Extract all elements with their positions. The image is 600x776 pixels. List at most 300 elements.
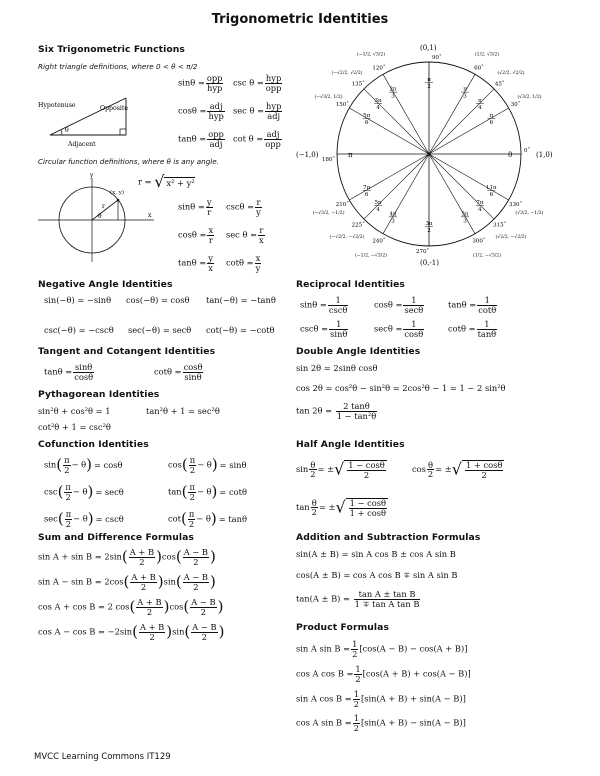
cofn-rhs-3: = cotθ — [219, 486, 247, 497]
rad-num-240: 4π — [389, 211, 397, 218]
right-def-5-frac — [264, 130, 282, 148]
recip-item-2-num: 1 — [477, 296, 497, 306]
sd-lp1-3: ( — [132, 622, 138, 641]
double-cos: cos 2θ = cos²θ − sin²θ = 2cos²θ − 1 = 1 − 2 sin²θ — [296, 383, 506, 393]
neg-item-1: cos(−θ) = cosθ — [126, 295, 190, 305]
recip-item-1-den: secθ — [404, 304, 424, 315]
sd-rp2-3: ) — [218, 622, 225, 641]
half-sqrt-1 — [452, 460, 505, 479]
axis-top-label: (0,1) — [420, 44, 437, 52]
sumdiff-a-3-den: 2 — [149, 631, 155, 642]
half-sqrt-0 — [334, 460, 387, 479]
sd-rp2-2: ) — [217, 597, 224, 616]
recip-item-2 — [448, 296, 498, 314]
cofn-lparen-3: ( — [181, 482, 188, 501]
half-arg-1-frac — [427, 461, 434, 479]
circ-def-0-lhs: sinθ = — [178, 201, 205, 212]
sumdiff-a-3-frac — [139, 623, 165, 641]
coord-label-150: (−√3/2, 1/2) — [314, 95, 343, 100]
tancot-item-1-num: cosθ — [183, 362, 203, 372]
right-def-0-frac — [206, 74, 224, 92]
sumdiff-a-0-num: A + B — [129, 547, 155, 557]
product-half-1-den: 2 — [355, 673, 361, 684]
half-eq-0: = ± — [317, 464, 335, 475]
half-eq-1: = ± — [435, 464, 452, 475]
right-def-4-num: opp — [208, 129, 224, 139]
cofn-0-frac — [63, 456, 70, 474]
ray-225 — [364, 154, 429, 219]
recip-item-0-num: 1 — [328, 296, 349, 306]
half-arg-1-den: 2 — [427, 469, 434, 480]
rad-den-300: 3 — [463, 218, 467, 225]
coord-label-135: (−√2/2, √2/2) — [331, 70, 363, 76]
coord-label-315: (√2/2, −√2/2) — [495, 235, 527, 241]
recip-item-1-num: 1 — [403, 296, 424, 306]
half-radicand-0 — [344, 460, 386, 479]
ray-315 — [429, 154, 494, 219]
right-def-3-frac — [265, 102, 282, 120]
cofn-rhs-2: = secθ — [95, 486, 124, 497]
deg-label-150: 150˚ — [335, 102, 350, 108]
rad-den-30: 6 — [489, 120, 494, 126]
sumdiff-b-3-num: A − B — [192, 622, 217, 632]
product-half-0-den: 2 — [352, 648, 358, 659]
circ-def-0-den: r — [207, 206, 212, 217]
half-rad-2-frac — [349, 499, 387, 517]
cofn-tail-2: − θ — [72, 486, 88, 497]
cofn-tail-0: − θ — [71, 459, 87, 470]
double-tan — [296, 402, 378, 420]
product-half-2-num: 1 — [353, 689, 360, 699]
sumdiff-b-3-den: 2 — [201, 631, 208, 642]
cofn-4-frac — [65, 510, 72, 528]
neg-item-0: sin(−θ) = −sinθ — [44, 295, 112, 305]
cofn-5-den: 2 — [188, 518, 195, 529]
product-lhs-3: cos A sin B = — [296, 717, 352, 728]
coord-label-45: (√2/2, √2/2) — [497, 70, 525, 76]
product-lhs-1: cos A cos B = — [296, 668, 354, 679]
right-def-0-den: hyp — [206, 82, 223, 93]
coord-label-330: (√3/2, −1/2) — [515, 211, 544, 216]
theta-arc — [61, 130, 62, 135]
circ-def-2-frac — [207, 226, 214, 244]
cofn-lparen-5: ( — [180, 509, 187, 528]
half-item-0 — [296, 460, 387, 479]
circ-def-4-frac — [207, 254, 214, 272]
sumdiff-item-1 — [38, 573, 216, 591]
pyth-2: tan²θ + 1 = sec²θ — [146, 406, 220, 416]
circular-definition-note: Circular function definitions, where θ is any angle. — [38, 157, 219, 166]
half-arg-2-num: θ — [311, 497, 317, 508]
sumdiff-mid-1: sin — [163, 576, 176, 587]
sumdiff-b-1-num: A − B — [183, 572, 209, 582]
half-fn-0: sin — [296, 464, 309, 475]
sumdiff-a-2-num: A + B — [137, 597, 162, 607]
rad-den-90: 2 — [427, 84, 431, 90]
half-eq-2: = ± — [318, 502, 336, 513]
tancot-item-1 — [154, 363, 204, 381]
half-rad-1-den: 2 — [481, 469, 487, 480]
cofn-lparen-2: ( — [57, 482, 64, 501]
pi-label: π — [348, 151, 353, 159]
rad-den-225: 4 — [376, 206, 380, 213]
coord-label-60: (1/2, √3/2) — [474, 52, 500, 58]
coord-label-225: (−√2/2, −√2/2) — [329, 235, 365, 241]
right-def-3-den: adj — [267, 110, 281, 121]
rad-den-210: 6 — [364, 192, 369, 198]
cofn-tail-1: − θ — [197, 459, 212, 470]
right-def-1-den: opp — [265, 82, 282, 93]
circ-def-4-num: y — [208, 253, 213, 263]
tancot-item-0-frac — [73, 363, 94, 381]
right-def-0-num: opp — [206, 73, 223, 83]
right-triangle-note: Right triangle definitions, where 0 < θ < π/2 — [38, 62, 198, 71]
cofn-lparen-4: ( — [57, 509, 64, 528]
cofn-0-num: π — [64, 455, 70, 465]
rad-den-240: 3 — [391, 218, 395, 225]
right-def-3-lhs: sec θ = — [233, 105, 265, 116]
cofn-2-frac — [64, 483, 71, 501]
axis-right-label: (1,0) — [536, 151, 553, 159]
coord-label-30: (√3/2, 1/2) — [517, 95, 542, 100]
r-radicand: x² + y² — [166, 177, 195, 188]
cofn-rparen-5: ) — [210, 509, 217, 528]
recip-item-1-lhs: cosθ = — [374, 299, 403, 310]
sumdiff-a-1-den: 2 — [140, 581, 147, 592]
product-half-2-den: 2 — [353, 698, 360, 709]
product-lhs-2: sin A cos B = — [296, 693, 352, 704]
double-tan-lhs: tan 2θ = — [296, 405, 333, 416]
point-xy — [117, 199, 120, 202]
neg-item-4: sec(−θ) = secθ — [128, 325, 192, 335]
rad-num-135: 3π — [374, 98, 382, 105]
circ-def-3-den: x — [259, 234, 264, 245]
rad-den-270: 2 — [427, 228, 431, 234]
sumdiff-mid-0: cos — [161, 551, 176, 562]
half-sqrt-2 — [335, 498, 388, 517]
addsub-tan-den: 1 ∓ tan A tan B — [354, 598, 420, 609]
sd-lp2-0: ( — [175, 547, 182, 566]
recip-item-2-frac — [477, 296, 497, 314]
deg-label-330: 330˚ — [508, 202, 523, 208]
recip-item-4 — [374, 320, 425, 338]
cofn-1-num: π — [189, 455, 196, 465]
sum-diff-heading: Sum and Difference Formulas — [38, 532, 195, 543]
rad-den-330: 6 — [489, 192, 494, 198]
pyth-3: cot²θ + 1 = csc²θ — [38, 422, 111, 432]
right-def-4-lhs: tanθ = — [178, 133, 207, 144]
radius-line — [92, 200, 118, 220]
cofn-fn-0: sin — [44, 459, 57, 470]
product-item-2 — [296, 690, 466, 708]
product-lhs-0: sin A sin B = — [296, 643, 351, 654]
tancot-item-0-num: sinθ — [75, 362, 93, 372]
cofn-fn-4: sec — [44, 513, 58, 524]
recip-item-5-num: 1 — [477, 320, 498, 330]
recip-item-1 — [374, 296, 425, 314]
cofn-rparen-0: ) — [86, 455, 93, 474]
cofn-2-num: π — [65, 482, 71, 492]
cofn-tail-4: − θ — [73, 513, 88, 524]
cofn-2-den: 2 — [65, 491, 71, 502]
right-def-1 — [233, 74, 283, 92]
addsub-tan-num: tan A ± tan B — [354, 590, 421, 600]
ray-240 — [383, 154, 429, 234]
circ-def-1-frac — [255, 198, 262, 216]
circ-def-5-lhs: cotθ = — [226, 257, 254, 268]
cofn-rhs-4: = cscθ — [95, 513, 124, 524]
right-def-0-lhs: sinθ = — [178, 77, 205, 88]
cofn-5-frac — [188, 510, 195, 528]
cofn-item-3 — [168, 483, 247, 501]
circ-def-2 — [178, 226, 215, 244]
recip-item-0-lhs: sinθ = — [300, 299, 327, 310]
recip-item-3-lhs: cscθ = — [300, 323, 329, 334]
sumdiff-a-2-frac — [136, 598, 162, 616]
sumdiff-item-2 — [38, 598, 223, 616]
ray-60 — [429, 74, 475, 154]
footer: MVCC Learning Commons IT129 — [34, 752, 171, 762]
ray-30 — [429, 108, 509, 154]
sd-rp1-0: ) — [156, 547, 162, 566]
sd-rp1-1: ) — [157, 572, 164, 591]
half-arg-0-frac — [309, 461, 316, 479]
right-def-2-frac — [207, 102, 224, 120]
circ-def-1-lhs: cscθ = — [226, 201, 255, 212]
right-def-2-den: hyp — [208, 110, 224, 121]
sumdiff-b-1-frac — [183, 573, 209, 591]
cofn-3-den: 2 — [189, 491, 195, 502]
product-half-3-den: 2 — [353, 722, 360, 733]
cofn-rhs-1: = sinθ — [219, 459, 247, 470]
right-def-5 — [233, 130, 283, 148]
right-def-0 — [178, 74, 224, 92]
circ-def-3-frac — [258, 226, 265, 244]
half-rad-sign-2: √ — [335, 497, 346, 517]
recip-item-5-lhs: cotθ = — [448, 323, 476, 334]
right-def-4-frac — [207, 130, 225, 148]
addsub-tan-lhs: tan(A ± B) = — [296, 593, 351, 604]
right-def-1-frac — [265, 74, 283, 92]
adj-label: Adjacent — [68, 141, 96, 148]
right-def-1-lhs: csc θ = — [233, 77, 264, 88]
circ-def-0 — [178, 198, 214, 216]
rad-den-135: 4 — [376, 105, 380, 112]
product-rhs-0: [cos(A − B) − cos(A + B)] — [359, 643, 468, 654]
double-sin: sin 2θ = 2sinθ cosθ — [296, 363, 378, 373]
circ-def-3-lhs: sec θ = — [226, 229, 258, 240]
rad-num-90: π — [427, 77, 431, 83]
addsub-cos: cos(A ± B) = cos A cos B ∓ sin A sin B — [296, 570, 458, 580]
cofn-fn-1: cos — [168, 459, 182, 470]
product-half-1-frac — [354, 665, 361, 683]
right-def-4 — [178, 130, 226, 148]
addsub-sin: sin(A ± B) = sin A cos B ± cos A sin B — [296, 549, 456, 559]
rad-num-120: 2π — [389, 86, 397, 93]
deg-label-135: 135˚ — [351, 81, 365, 88]
circle-y-label: y — [90, 172, 94, 179]
half-item-1 — [412, 460, 504, 479]
product-item-0 — [296, 640, 467, 658]
half-arg-0-num: θ — [310, 459, 316, 470]
sumdiff-b-1-den: 2 — [193, 581, 199, 592]
circ-def-5 — [226, 254, 262, 272]
rad-den-120: 3 — [391, 93, 395, 100]
sumdiff-b-2-den: 2 — [200, 606, 207, 617]
rad-num-225: 5π — [374, 199, 382, 206]
deg-label-45: 45˚ — [494, 81, 505, 88]
cofn-tail-3: − θ — [196, 486, 212, 497]
recip-item-0 — [300, 296, 349, 314]
sd-lp2-1: ( — [175, 572, 182, 591]
sd-lp1-0: ( — [121, 547, 128, 566]
sumdiff-a-0-frac — [129, 548, 155, 566]
right-triangle-diagram — [38, 80, 148, 150]
cofn-lparen-1: ( — [181, 455, 188, 474]
axis-bottom-label: (0,-1) — [420, 259, 439, 267]
product-half-3-frac — [353, 714, 360, 732]
circ-def-4-den: x — [208, 262, 213, 273]
recip-item-3 — [300, 320, 349, 338]
cofn-rparen-1: ) — [211, 455, 218, 474]
circ-def-0-frac — [206, 198, 213, 216]
right-def-3-num: hyp — [266, 101, 282, 111]
rad-num-315: 7π — [476, 199, 484, 206]
cofn-fn-2: csc — [44, 486, 58, 497]
deg90-label: 90˚ — [432, 55, 442, 61]
sd-rp1-2: ) — [163, 597, 170, 616]
circ-def-1 — [226, 198, 263, 216]
recip-item-2-den: cotθ — [478, 304, 497, 315]
right-def-2-lhs: cosθ = — [178, 105, 207, 116]
rad-num-30: π — [489, 113, 494, 119]
circ-def-2-num: x — [208, 225, 214, 235]
deg-label-240: 240˚ — [372, 238, 386, 245]
right-def-5-num: adj — [264, 130, 282, 140]
ray-210 — [349, 154, 429, 200]
sumdiff-b-2-frac — [190, 598, 216, 616]
cofn-item-4 — [44, 510, 124, 528]
rad-den-315: 4 — [478, 206, 482, 213]
double-angle-heading: Double Angle Identities — [296, 346, 421, 357]
circ-def-1-den: y — [256, 206, 261, 217]
recip-item-3-frac — [329, 320, 348, 338]
sumdiff-a-2-den: 2 — [146, 606, 153, 617]
cofn-rparen-4: ) — [87, 509, 94, 528]
circ-def-1-num: r — [256, 197, 261, 207]
circ-def-2-lhs: cosθ = — [178, 229, 207, 240]
right-def-3 — [233, 102, 283, 120]
product-half-0-frac — [351, 640, 358, 658]
coord-label-240: (−1/2, −√3/2) — [355, 253, 387, 259]
circle-definition-diagram — [38, 172, 156, 264]
half-radicand-1 — [462, 460, 504, 479]
sumdiff-lhs-0: sin A + sin B = 2sin — [38, 551, 122, 562]
half-fn-2: tan — [296, 502, 310, 513]
product-rhs-1: [cos(A + B) + cos(A − B)] — [362, 668, 471, 679]
right-def-2 — [178, 102, 226, 120]
tancot-heading: Tangent and Cotangent Identities — [38, 346, 216, 357]
recip-item-3-den: sinθ — [330, 328, 348, 339]
recip-item-2-lhs: tanθ = — [448, 299, 477, 310]
circ-def-5-den: y — [255, 262, 261, 273]
right-def-4-den: adj — [209, 138, 223, 149]
deg270-label: 270˚ — [416, 249, 430, 255]
half-rad-0-den: 2 — [363, 469, 370, 480]
cofn-1-frac — [189, 456, 196, 474]
sd-lp1-2: ( — [129, 597, 136, 616]
deg-label-30: 30˚ — [510, 102, 521, 108]
circle-theta-label: θ — [98, 213, 102, 220]
recip-item-1-frac — [403, 296, 424, 314]
tancot-item-0-lhs: tanθ = — [44, 366, 73, 377]
recip-item-0-frac — [328, 296, 349, 314]
double-tan-num: 2 tanθ — [336, 402, 377, 412]
half-rad-2-den: 1 + cosθ — [349, 507, 387, 518]
ray-45 — [429, 86, 494, 154]
right-def-5-den: opp — [265, 138, 281, 149]
neg-item-5: cot(−θ) = −cotθ — [206, 325, 275, 335]
sumdiff-item-0 — [38, 548, 216, 566]
deg-label-120: 120˚ — [372, 65, 386, 72]
cofn-rhs-5: = tanθ — [218, 513, 247, 524]
sd-lp2-2: ( — [183, 597, 190, 616]
rad-den-60: 3 — [463, 93, 467, 100]
sumdiff-mid-2: cos — [169, 601, 184, 612]
deg-label-315: 315˚ — [493, 222, 507, 229]
sd-rp2-0: ) — [210, 547, 216, 566]
circ-def-3-num: r — [259, 225, 264, 235]
recip-item-4-frac — [403, 320, 424, 338]
cofn-item-2 — [44, 483, 124, 501]
circ-def-2-den: r — [208, 234, 213, 245]
tri-theta-label: θ — [65, 127, 69, 134]
rad-num-270: 3π — [425, 221, 433, 227]
tancot-item-1-den: sinθ — [184, 371, 202, 382]
product-item-1 — [296, 665, 471, 683]
tancot-item-0-den: cosθ — [74, 371, 94, 382]
rad-num-150: 5π — [363, 113, 371, 119]
six-functions-heading: Six Trigonometric Functions — [38, 44, 185, 55]
sumdiff-lhs-2: cos A + cos B = 2 cos — [38, 601, 130, 612]
recip-item-3-num: 1 — [329, 320, 348, 330]
half-rad-1-frac — [465, 461, 503, 479]
coord-label-210: (−√3/2, −1/2) — [312, 211, 345, 216]
opp-label: Opposite — [100, 105, 129, 112]
cofn-1-den: 2 — [189, 464, 196, 475]
cofn-lparen-0: ( — [56, 455, 63, 474]
deg180-label: 180˚ — [322, 157, 336, 163]
ray-330 — [429, 154, 509, 200]
right-def-5-lhs: cot θ = — [233, 133, 264, 144]
cofn-rparen-2: ) — [87, 482, 94, 501]
recip-item-4-den: cosθ — [404, 328, 424, 339]
recip-item-4-lhs: secθ = — [374, 323, 403, 334]
circ-def-0-num: y — [206, 197, 212, 207]
recip-item-5 — [448, 320, 498, 338]
recip-item-4-num: 1 — [403, 320, 424, 330]
half-item-2 — [296, 498, 388, 517]
product-half-3-num: 1 — [353, 713, 360, 723]
page-title: Trigonometric Identities — [211, 12, 389, 27]
sumdiff-item-3 — [38, 623, 224, 641]
ray-150 — [349, 108, 429, 154]
cofunction-heading: Cofunction Identities — [38, 439, 149, 450]
cofn-5-num: π — [188, 509, 195, 519]
rad-num-60: π — [463, 86, 467, 93]
product-rhs-2: [sin(A + B) + sin(A − B)] — [361, 693, 466, 704]
tancot-item-1-frac — [183, 363, 204, 381]
